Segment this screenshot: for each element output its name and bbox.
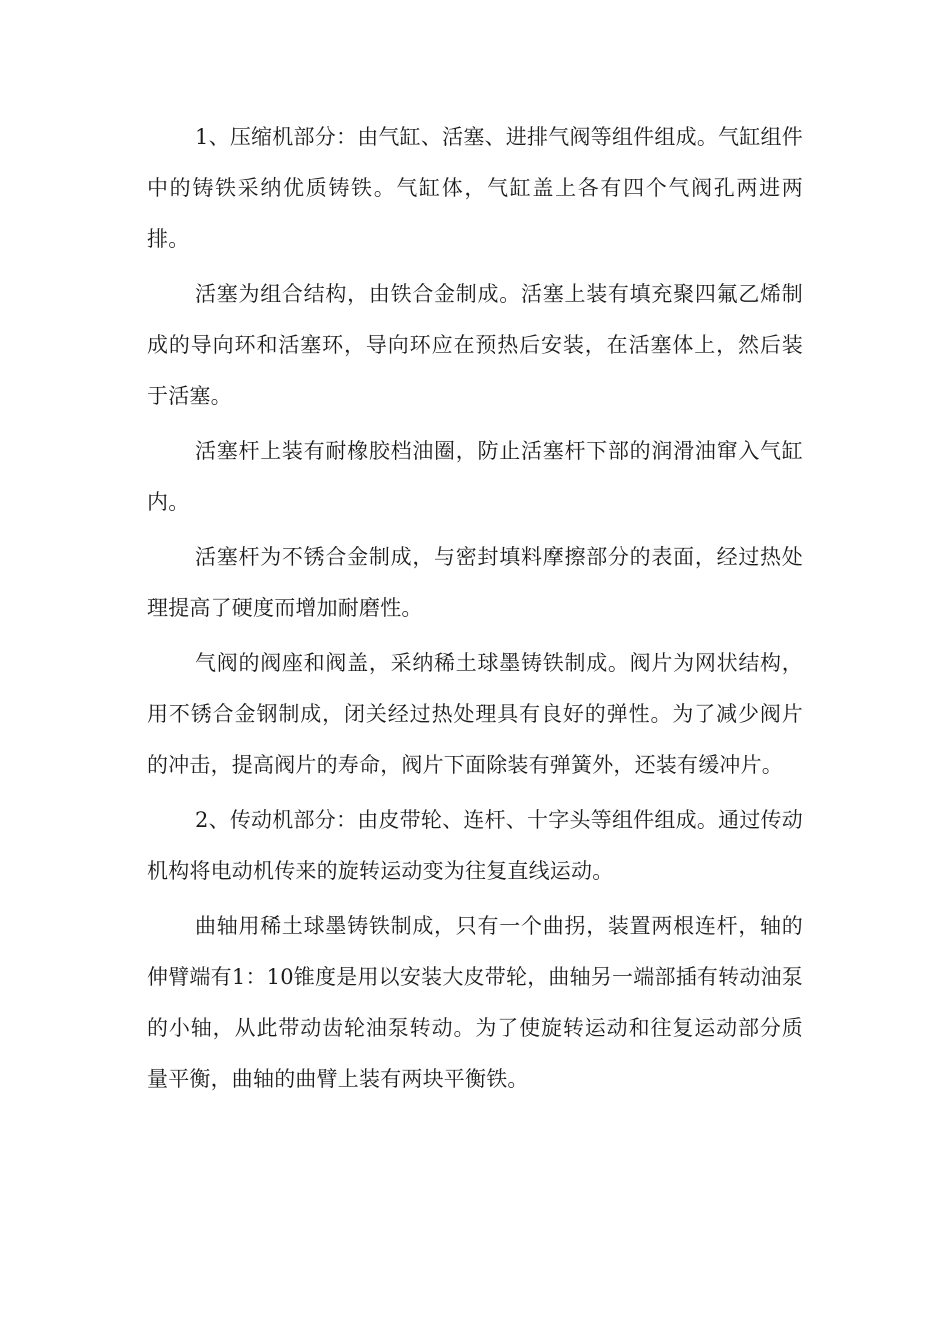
paragraph-piston-rod-material: 活塞杆为不锈合金制成，与密封填料摩擦部分的表面，经过热处理提高了硬度而增加耐磨性。: [147, 545, 803, 620]
paragraph-transmission-section: 2、传动机部分：由皮带轮、连杆、十字头等组件组成。通过传动机构将电动机传来的旋转运动变为往复直线运动。: [147, 808, 803, 883]
paragraph-crankshaft: 曲轴用稀土球墨铸铁制成，只有一个曲拐，装置两根连杆，轴的伸臂端有1：10锥度是用以安装大皮带轮，曲轴另一端部插有转动油泵的小轴，从此带动齿轮油泵转动。为了使旋转运动和往复运动部分质量平衡，曲轴的曲臂上装有两块平衡铁。: [147, 914, 803, 1091]
document-body: [147, 112, 803, 1109]
paragraph-compressor-section: 1、压缩机部分：由气缸、活塞、进排气阀等组件组成。气缸组件中的铸铁采纳优质铸铁。气缸体，气缸盖上各有四个气阀孔两进两排。: [147, 125, 803, 251]
paragraph-piston-rod-oil-ring: 活塞杆上装有耐橡胶档油圈，防止活塞杆下部的润滑油窜入气缸内。: [147, 439, 803, 514]
paragraph-air-valve: 气阀的阀座和阀盖，采纳稀土球墨铸铁制成。阀片为网状结构，用不锈合金钢制成，闭关经过热处理具有良好的弹性。为了减少阀片的冲击，提高阀片的寿命，阀片下面除装有弹簧外，还装有缓冲片。: [147, 651, 803, 777]
paragraph-piston: 活塞为组合结构，由铁合金制成。活塞上装有填充聚四氟乙烯制成的导向环和活塞环，导向环应在预热后安装，在活塞体上，然后装于活塞。: [147, 282, 803, 408]
